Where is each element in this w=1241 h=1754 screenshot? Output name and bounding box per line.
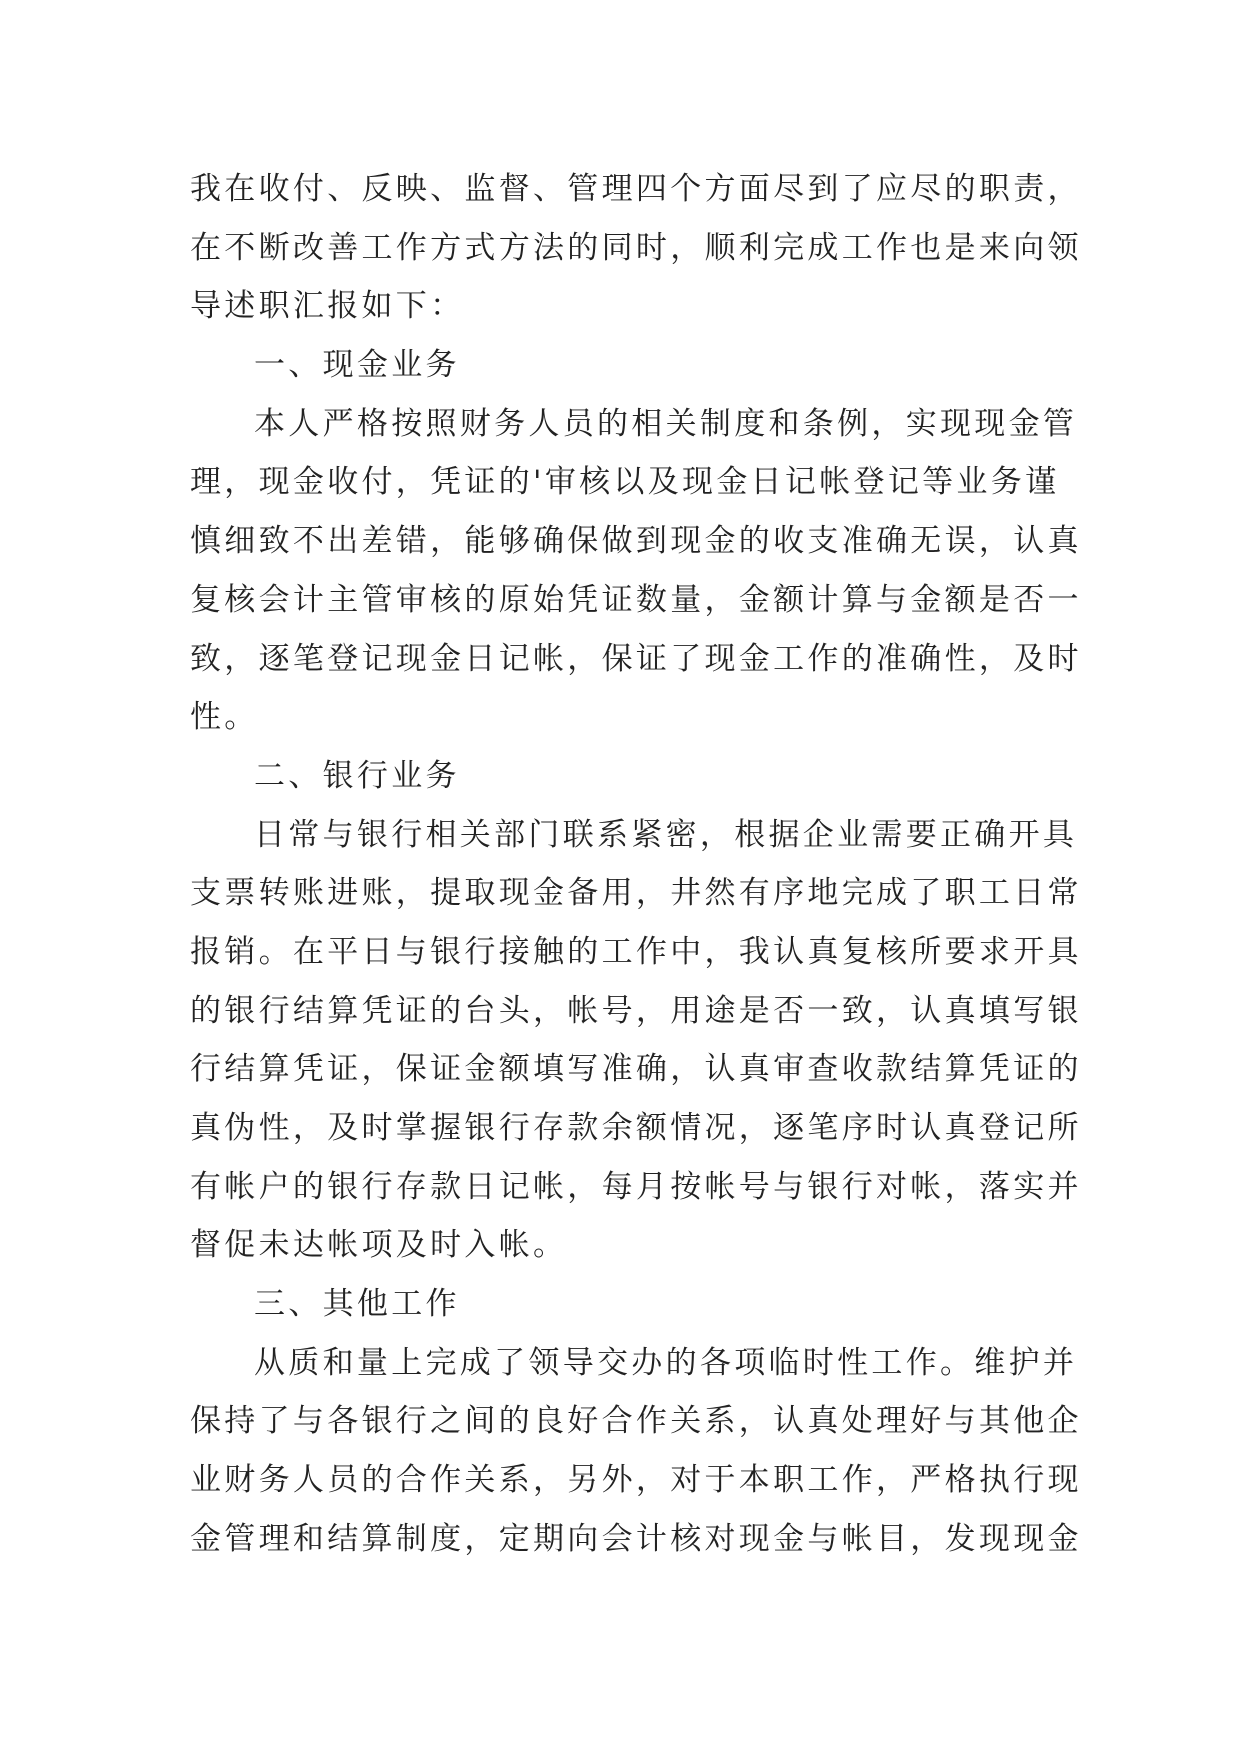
paragraph-first-line: 从质和量上完成了领导交办的各项临时性工作。维护并 [254, 1344, 1078, 1381]
body-text-line: 真伪性，及时掌握银行存款余额情况，逐笔序时认真登记所 [190, 1110, 1082, 1146]
body-text-line: 报销。在平日与银行接触的工作中，我认真复核所要求开具 [190, 933, 1082, 970]
paragraph-first-line: 本人严格按照财务人员的相关制度和条例，实现现金管 [254, 405, 1078, 442]
body-text-line: 理，现金收付，凭证的'审核以及现金日记帐登记等业务谨 [190, 464, 1060, 501]
body-text-line: 致，逐笔登记现金日记帐，保证了现金工作的准确性，及时 [190, 640, 1082, 677]
section-heading-bank: 二、银行业务 [254, 757, 460, 794]
section-heading-other: 三、其他工作 [254, 1286, 460, 1323]
body-text-line: 我在收付、反映、监督、管理四个方面尽到了应尽的职责， [190, 171, 1082, 207]
body-text-line: 导述职汇报如下： [190, 288, 465, 325]
paragraph-first-line: 日常与银行相关部门联系紧密，根据企业需要正确开具 [254, 816, 1078, 853]
body-text-line: 督促未达帐项及时入帐。 [190, 1227, 568, 1264]
document-body [190, 160, 1082, 1569]
body-text-line: 的银行结算凭证的台头，帐号，用途是否一致，认真填写银 [190, 992, 1082, 1029]
body-text-line: 慎细致不出差错，能够确保做到现金的收支准确无误，认真 [190, 523, 1082, 560]
body-text-line: 在不断改善工作方式方法的同时，顺利完成工作也是来向领 [190, 229, 1082, 266]
body-text-line: 业财务人员的合作关系，另外，对于本职工作，严格执行现 [190, 1462, 1082, 1499]
body-text-line: 金管理和结算制度，定期向会计核对现金与帐目，发现现金 [190, 1520, 1082, 1557]
section-heading-cash: 一、现金业务 [254, 347, 460, 384]
body-text-line: 有帐户的银行存款日记帐，每月按帐号与银行对帐，落实并 [190, 1168, 1082, 1205]
body-text-line: 复核会计主管审核的原始凭证数量，金额计算与金额是否一 [190, 581, 1082, 618]
body-text-line: 行结算凭证，保证金额填写准确，认真审查收款结算凭证的 [190, 1051, 1082, 1088]
body-text-line: 保持了与各银行之间的良好合作关系，认真处理好与其他企 [190, 1403, 1082, 1440]
body-text-line: 支票转账进账，提取现金备用，井然有序地完成了职工日常 [190, 875, 1082, 912]
body-text-line: 性。 [190, 699, 259, 736]
